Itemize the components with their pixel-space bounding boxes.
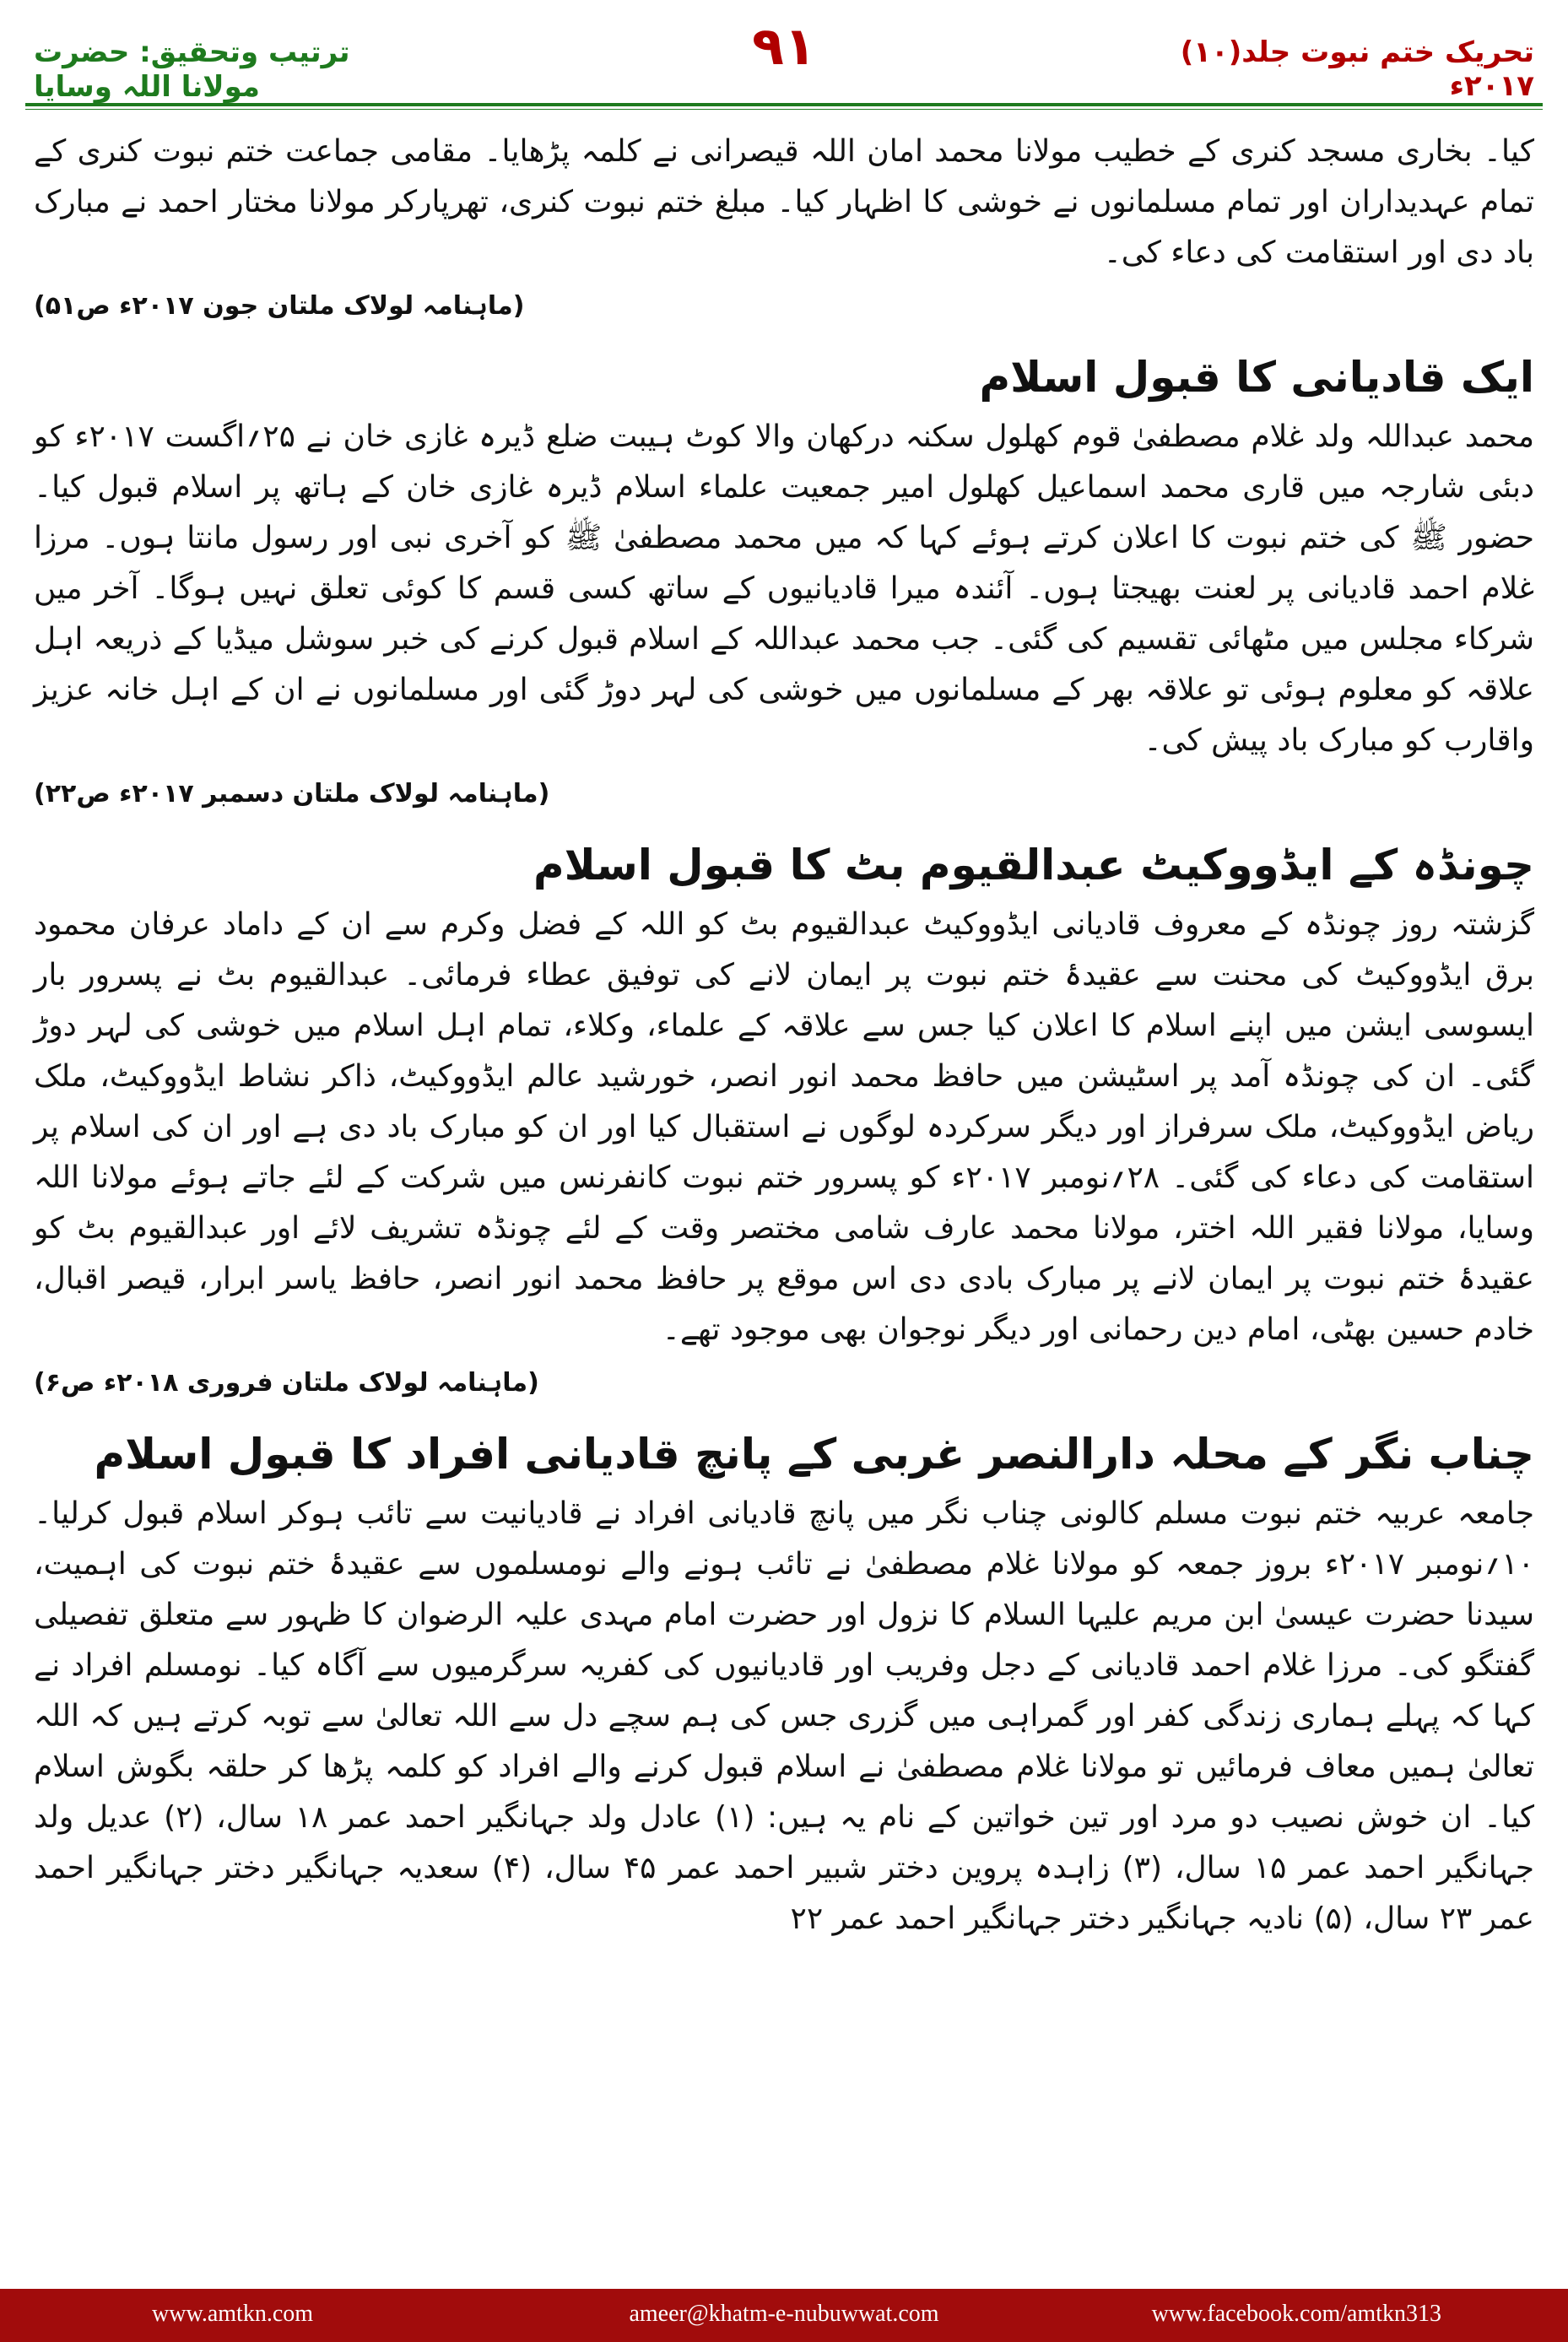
- header-compiler: ترتیب وتحقیق: حضرت مولانا اللہ وسایا: [34, 35, 350, 104]
- reference: (ماہنامہ لولاک ملتان فروری ۲۰۱۸ء ص۶): [34, 1368, 539, 1398]
- page-number: ۹۱: [752, 15, 816, 77]
- paragraph: محمد عبداللہ ولد غلام مصطفیٰ قوم کھلول سکنہ درکھان والا کوٹ ہیبت ضلع ڈیرہ غازی خان نے ۲۵؍اگست ۲۰۱۷ء کو دبئی شارجہ میں قاری محمد اسماعیل کھلول امیر جمعیت علماء اسلام ڈیرہ غازی خان کے ہاتھ پر اسلام قبول کیا۔ حضور ﷺ کی ختم نبوت کا اعلان کرتے ہوئے کہا کہ میں محمد مصطفیٰ ﷺ کو آخری نبی اور رسول مانتا ہوں۔ مرزا غلام احمد قادیانی پر لعنت بھیجتا ہوں۔ آئندہ میرا قادیانیوں کے ساتھ کسی قسم کا کوئی تعلق نہیں ہوگا۔ آخر میں شرکاء مجلس میں مٹھائی تقسیم کی گئی۔ جب محمد عبداللہ کے اسلام قبول کرنے کی خبر سوشل میڈیا کے ذریعہ اہل علاقہ کو معلوم ہوئی تو علاقہ بھر کے مسلمانوں میں خوشی کی لہر دوڑ گئی اور مسلمانوں نے ان کے اہل خانہ عزیز واقارب کو مبارک باد پیش کی۔: [34, 419, 1535, 758]
- header-divider: [25, 103, 1543, 110]
- section-0: [34, 127, 1534, 327]
- section-heading: چناب نگر کے محلہ دارالنصر غربی کے پانچ قادیانی افراد کا قبول اسلام: [94, 1430, 1534, 1479]
- facebook-link[interactable]: www.facebook.com/amtkn313: [1151, 2301, 1441, 2327]
- page-header: [0, 0, 1568, 127]
- section-2: [34, 830, 1534, 1404]
- section-3: [34, 1420, 1534, 1944]
- paragraph: جامعہ عربیہ ختم نبوت مسلم کالونی چناب نگر میں پانچ قادیانی افراد نے قادیانیت سے تائب ہوکر اسلام قبول کرلیا۔ ۱۰؍نومبر ۲۰۱۷ء بروز جمعہ کو مولانا غلام مصطفیٰ نے تائب ہونے والے نومسلموں سے عقیدۂ ختم نبوت کی اہمیت، سیدنا حضرت عیسیٰ ابن مریم علیہا السلام کا نزول اور حضرت امام مہدی علیہ الرضوان کا ظہور سے متعلق تفصیلی گفتگو کی۔ مرزا غلام احمد قادیانی کے دجل وفریب اور قادیانیوں کی کفریہ سرگرمیوں سے آگاہ کیا۔ نومسلم افراد نے کہا کہ پہلے ہماری زندگی کفر اور گمراہی میں گزری جس کی ہم سچے دل سے اللہ تعالیٰ سے توبہ کرتے ہیں کہ اللہ تعالیٰ ہمیں معاف فرمائیں تو مولانا غلام مصطفیٰ نے اسلام قبول کرنے والے افراد کو کلمہ پڑھا کر حلقہ بگوش اسلام کیا۔ ان خوش نصیب دو مرد اور تین خواتین کے نام یہ ہیں: (۱) عادل ولد جہانگیر احمد عمر ۱۸ سال، (۲) عدیل ولد جہانگیر احمد عمر ۱۵ سال، (۳) زاہدہ پروین دختر شبیر احمد عمر ۴۵ سال، (۴) سعدیہ جہانگیر دختر جہانگیر احمد عمر ۲۳ سال، (۵) نادیہ جہانگیر دختر جہانگیر احمد عمر ۲۲: [34, 1496, 1535, 1936]
- header-book-title: تحریک ختم نبوت جلد(۱۰) ۲۰۱۷ء: [1180, 35, 1534, 103]
- page-body: [34, 127, 1534, 1944]
- section-1: [34, 343, 1534, 815]
- website-link[interactable]: www.amtkn.com: [152, 2301, 314, 2327]
- reference: (ماہنامہ لولاک ملتان جون ۲۰۱۷ء ص۵۱): [34, 291, 525, 321]
- paragraph: گزشتہ روز چونڈہ کے معروف قادیانی ایڈووکیٹ عبدالقیوم بٹ کو اللہ کے فضل وکرم سے ان کے داماد عرفان محمود برق ایڈووکیٹ کی محنت سے عقیدۂ ختم نبوت پر ایمان لانے کی توفیق عطاء فرمائی۔ عبدالقیوم بٹ نے پسرور بار ایسوسی ایشن میں اپنے اسلام کا اعلان کیا جس سے علاقہ کے علماء، وکلاء، تمام اہل اسلام میں خوشی کی لہر دوڑ گئی۔ ان کی چونڈہ آمد پر اسٹیشن میں حافظ محمد انور انصر، خورشید عالم ایڈووکیٹ، ذاکر نشاط ایڈووکیٹ، ملک ریاض ایڈووکیٹ، ملک سرفراز اور دیگر سرکردہ لوگوں نے استقبال کیا اور ان کو مبارک باد دی ہے اور ان کی اسلام پر استقامت کی دعاء کی گئی۔ ۲۸؍نومبر ۲۰۱۷ء کو پسرور ختم نبوت کانفرنس میں شرکت کے لئے جاتے ہوئے مولانا اللہ وسایا، مولانا فقیر اللہ اختر، مولانا محمد عارف شامی مختصر وقت کے لئے چونڈہ تشریف لائے اور عبدالقیوم بٹ کو عقیدۂ ختم نبوت پر ایمان لانے پر مبارک بادی دی اس موقع پر حافظ محمد انور انصر، حافظ یاسر ابرار، قیصر اقبال، خادم حسین بھٹی، امام دین رحمانی اور دیگر نوجوان بھی موجود تھے۔: [34, 907, 1535, 1347]
- email-link[interactable]: ameer@khatm-e-nubuwwat.com: [629, 2301, 939, 2327]
- paragraph: کیا۔ بخاری مسجد کنری کے خطیب مولانا محمد امان اللہ قیصرانی نے کلمہ پڑھایا۔ مقامی جماعت ختم نبوت کنری کے تمام عہدیداران اور تمام مسلمانوں نے خوشی کا اظہار کیا۔ مبلغ ختم نبوت کنری، تھرپارکر مولانا مختار احمد نے مبارک باد دی اور استقامت کی دعاء کی۔: [34, 134, 1534, 270]
- section-heading: چونڈہ کے ایڈووکیٹ عبدالقیوم بٹ کا قبول اسلام: [533, 841, 1534, 890]
- reference: (ماہنامہ لولاک ملتان دسمبر ۲۰۱۷ء ص۲۲): [34, 779, 550, 809]
- section-heading: ایک قادیانی کا قبول اسلام: [979, 353, 1534, 402]
- page-footer: [0, 2289, 1568, 2342]
